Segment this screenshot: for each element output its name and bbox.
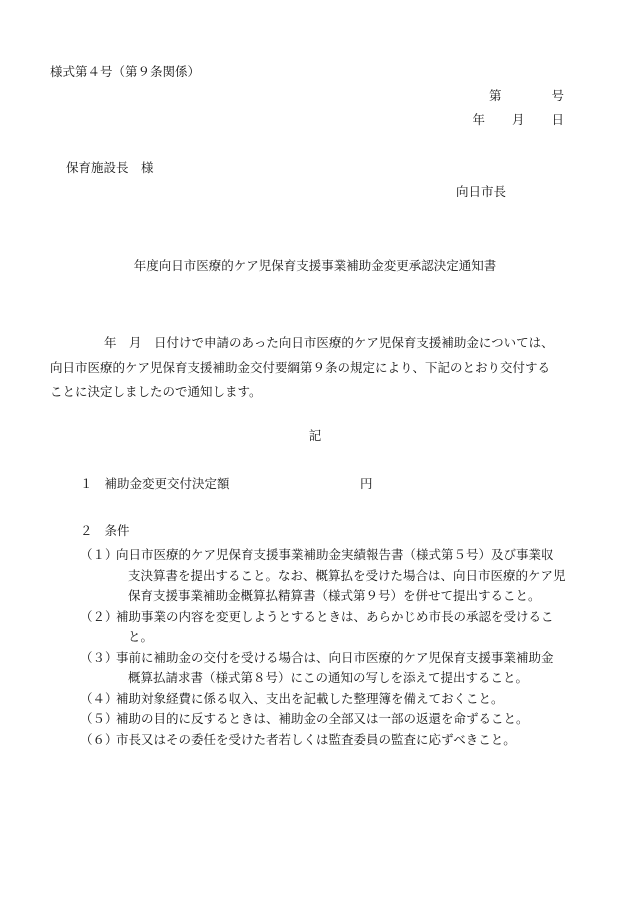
condition-line: 補助対象経費に係る収入、支出を記載した整理簿を備えておくこと。 bbox=[116, 690, 504, 706]
item-number: １ bbox=[80, 476, 93, 491]
condition-line: 支決算書を提出すること。なお、概算払を受けた場合は、向日市医療的ケア児 bbox=[128, 567, 566, 583]
date-year: 年 bbox=[472, 112, 485, 127]
condition-text bbox=[116, 607, 600, 648]
number-suffix: 号 bbox=[551, 88, 564, 103]
item-label: 補助金変更交付決定額 bbox=[104, 476, 230, 491]
condition-item bbox=[80, 709, 600, 730]
condition-number: （４） bbox=[80, 690, 118, 706]
form-number: 様式第４号（第９条関係） bbox=[50, 64, 201, 79]
condition-text bbox=[116, 730, 600, 751]
body-line: 向日市医療的ケア児保育支援補助金交付要綱第９条の規定により、下記のとおり交付する bbox=[50, 359, 551, 375]
condition-line: 概算払請求書（様式第８号）にこの通知の写しを添えて提出すること。 bbox=[128, 670, 529, 685]
body-line: ことに決定しましたので通知します。 bbox=[50, 384, 262, 399]
condition-line: 保育支援事業補助金概算払精算書（様式第９号）を併せて提出すること。 bbox=[128, 588, 541, 603]
item-amount bbox=[80, 476, 373, 491]
body-line: 年 月 日付けで申請のあった向日市医療的ケア児保育支援補助金については、 bbox=[104, 335, 554, 350]
conditions-number: ２ bbox=[80, 523, 93, 538]
condition-number: （３） bbox=[80, 649, 118, 665]
document-number-line bbox=[489, 90, 564, 103]
condition-item bbox=[80, 730, 600, 751]
condition-text bbox=[116, 648, 600, 689]
conditions-heading bbox=[80, 525, 130, 538]
condition-number: （１） bbox=[80, 547, 118, 562]
amount-unit: 円 bbox=[360, 476, 373, 491]
conditions-label: 条件 bbox=[104, 523, 130, 538]
date-month: 月 bbox=[511, 112, 525, 127]
condition-item bbox=[80, 545, 600, 607]
condition-line: 向日市医療的ケア児保育支援事業補助金実績報告書（様式第５号）及び事業収 bbox=[116, 547, 554, 562]
condition-item bbox=[80, 607, 600, 648]
addressee: 保育施設長 様 bbox=[66, 160, 154, 175]
condition-item bbox=[80, 648, 600, 689]
condition-line: 事前に補助金の交付を受ける場合は、向日市医療的ケア児保育支援事業補助金 bbox=[116, 649, 554, 665]
condition-item bbox=[80, 689, 600, 710]
condition-number: （２） bbox=[80, 608, 118, 624]
condition-line: 市長又はその委任を受けた者若しくは監査委員の監査に応ずべきこと。 bbox=[116, 731, 516, 747]
condition-text bbox=[116, 689, 600, 710]
conditions-list bbox=[80, 545, 600, 750]
date-day: 日 bbox=[551, 112, 564, 127]
date-line bbox=[472, 114, 564, 127]
condition-line: と。 bbox=[128, 629, 154, 644]
number-prefix: 第 bbox=[488, 88, 502, 103]
condition-line: 補助事業の内容を変更しようとするときは、あらかじめ市長の承認を受けるこ bbox=[116, 608, 554, 624]
condition-text bbox=[116, 709, 600, 730]
condition-number: （５） bbox=[80, 711, 118, 726]
condition-line: 補助の目的に反するときは、補助金の全部又は一部の返還を命ずること。 bbox=[116, 711, 529, 726]
condition-number: （６） bbox=[80, 731, 118, 747]
document-title: 年度向日市医療的ケア児保育支援事業補助金変更承認決定通知書 bbox=[133, 258, 497, 273]
ki-heading: 記 bbox=[308, 428, 322, 443]
body-paragraph bbox=[50, 331, 590, 405]
sender: 向日市長 bbox=[456, 184, 507, 199]
condition-text bbox=[116, 545, 600, 607]
